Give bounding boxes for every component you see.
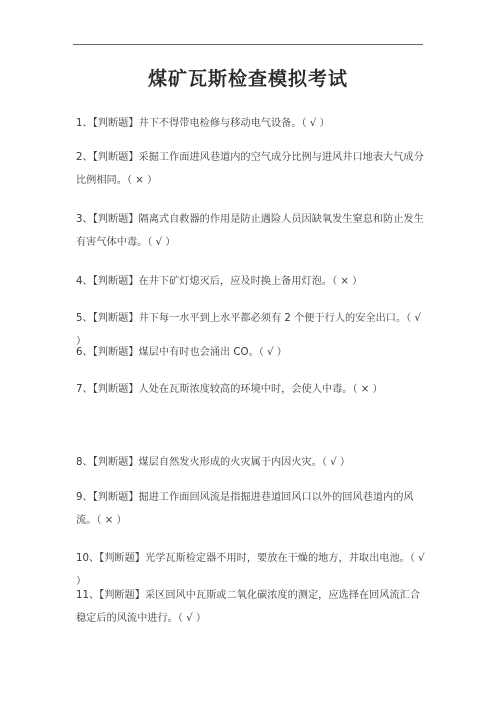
question-4: 4、【判断题】在井下矿灯熄灭后，应及时换上备用灯泡。（ × ） xyxy=(76,276,363,287)
question-3: 3、【判断题】隔离式自救器的作用是防止遇险人员因缺氧发生窒息和防止发生有害气体中毒。（ √ ） xyxy=(76,214,424,248)
question-8: 8、【判断题】煤层自然发火形成的火灾属于内因火灾。（ √ ） xyxy=(76,457,351,468)
question-1: 1、【判断题】井下不得带电检修与移动电气设备。（ √ ） xyxy=(76,118,330,129)
question-6: 6、【判断题】煤层中有时也会涌出 CO。（ √ ） xyxy=(76,347,287,358)
question-5: 5、【判断题】井下每一水平到上水平都必须有 2 个便于行人的安全出口。（ √ ） xyxy=(76,313,421,347)
page-title: 煤矿瓦斯检查模拟考试 xyxy=(147,68,348,90)
question-10: 10、【判断题】光学瓦斯检定器不用时，要放在干燥的地方，并取出电池。（ √ ） xyxy=(76,553,425,587)
question-9: 9、【判断题】掘进工作面回风流是指掘进巷道回风口以外的回风巷道内的风流。（ × ） xyxy=(76,492,414,526)
question-11: 11、【判断题】采区回风中瓦斯或二氧化碳浓度的测定，应选择在回风流汇合稳定后的风流中进行。（ √ ） xyxy=(76,590,421,624)
question-7: 7、【判断题】人处在瓦斯浓度较高的环境中时，会使人中毒。（ × ） xyxy=(76,384,383,395)
header-rule xyxy=(73,44,423,45)
question-2: 2、【判断题】采掘工作面进风巷道内的空气成分比例与进风井口地表大气成分比例相同。（ × ） xyxy=(76,152,424,186)
